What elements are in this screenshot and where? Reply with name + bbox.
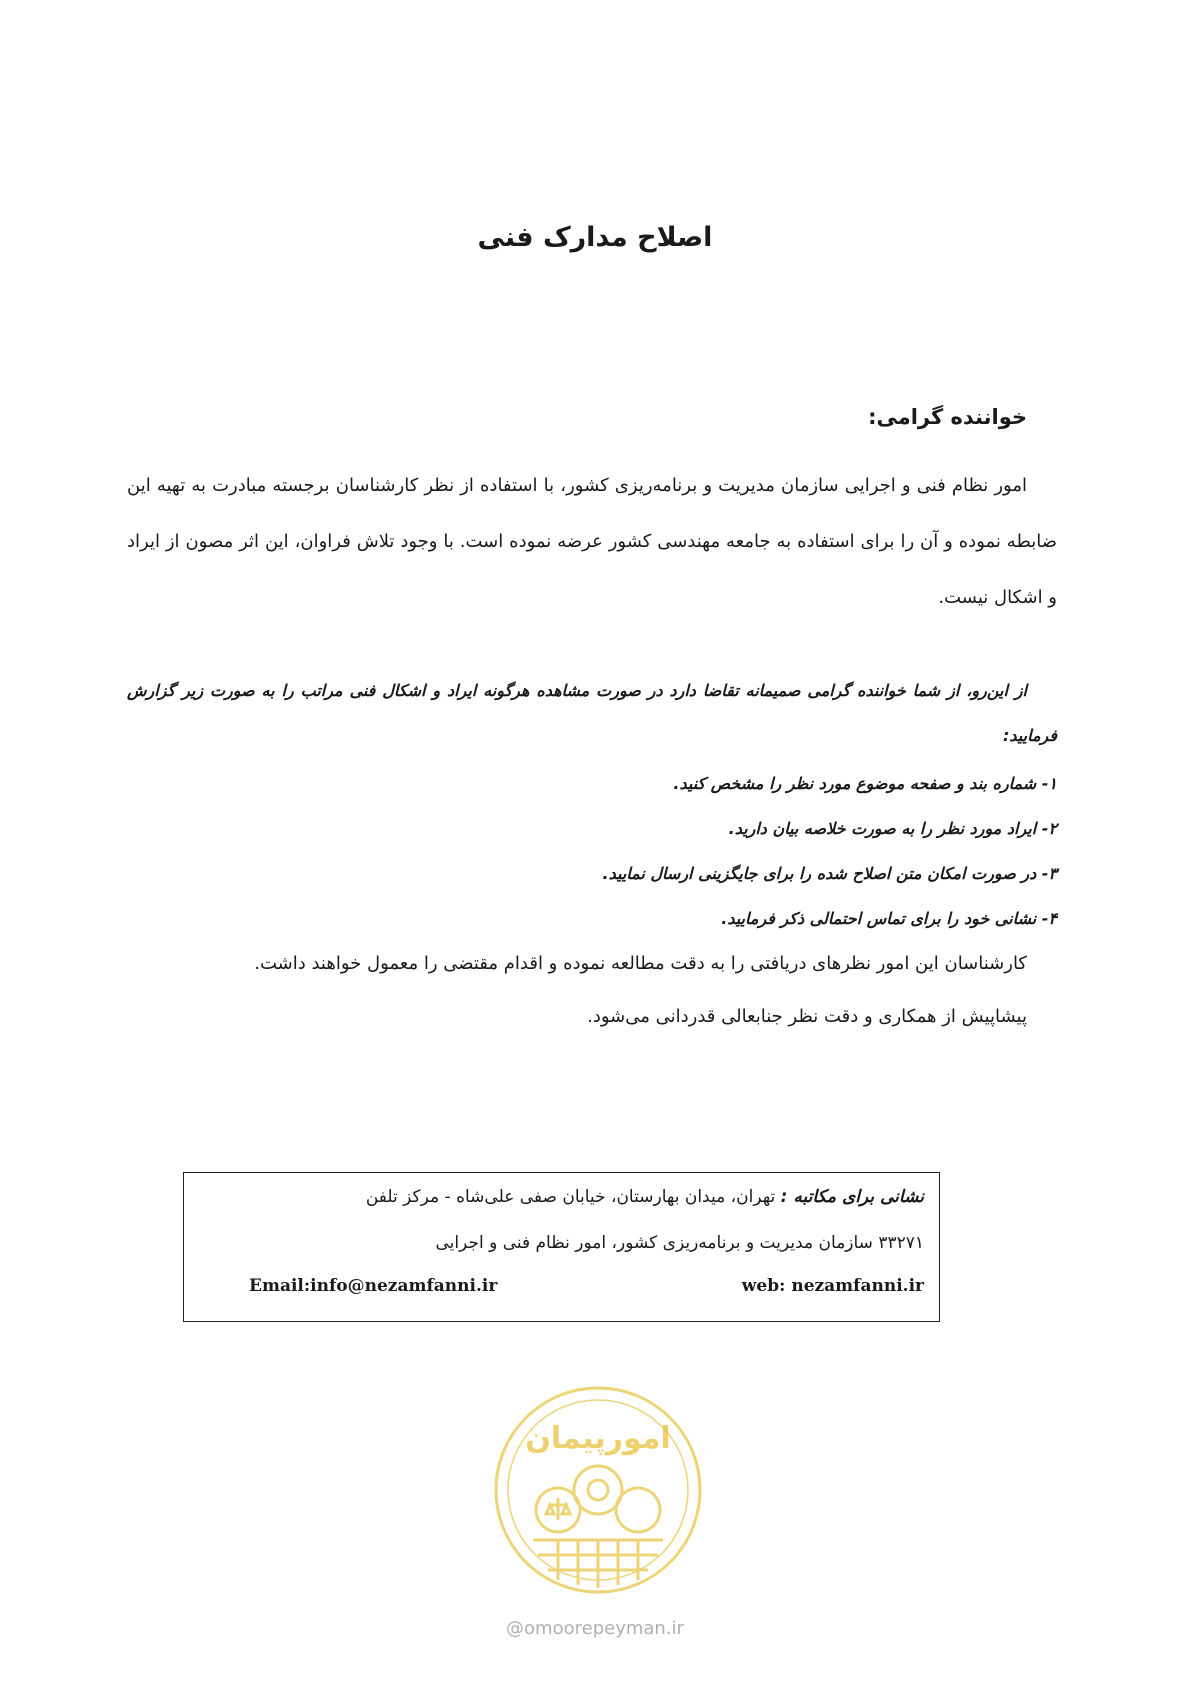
web-address[interactable]: web: nezamfanni.ir: [741, 1276, 924, 1296]
closing-line: پیشاپیش از همکاری و دقت نظر جنابعالی قدردانی می‌شود.: [587, 1006, 1027, 1027]
address-text: تهران، میدان بهارستان، خیابان صفی علی‌شاه - مرکز تلفن: [365, 1187, 776, 1207]
instruction-item: ۳- در صورت امکان متن اصلاح شده را برای جایگزینی ارسال نمایید.: [602, 864, 1057, 883]
instruction-list: [127, 761, 1057, 941]
watermark: @omoorepeyman.ir: [506, 1618, 684, 1639]
intro-paragraph: امور نظام فنی و اجرایی سازمان مدیریت و برنامه‌ریزی کشور، با استفاده از نظر کارشناسان برجسته مبادرت به تهیه این ضابطه نموده و آن را برای استفاده به جامعه مهندسی کشور عرضه نموده است. با وجود تلاش فراوان، این اثر مصون از ایراد و اشکال نیست.: [127, 475, 1057, 608]
request-paragraph: از این‌رو، از شما خواننده گرامی صمیمانه تقاضا دارد در صورت مشاهده هرگونه ایراد و اشکال فنی مراتب را به صورت زیر گزارش فرمایید:: [127, 681, 1057, 745]
page-title: اصلاح مدارک فنی: [477, 222, 713, 253]
seal-text: امورپیمان: [525, 1421, 671, 1456]
address-line: ۳۳۲۷۱ سازمان مدیریت و برنامه‌ریزی کشور، امور نظام فنی و اجرایی: [435, 1233, 924, 1253]
address-box: [183, 1172, 940, 1322]
address-line: [366, 1187, 924, 1207]
email-address[interactable]: Email:info@nezamfanni.ir: [249, 1276, 498, 1296]
instruction-item: ۲- ایراد مورد نظر را به صورت خلاصه بیان دارید.: [728, 819, 1057, 838]
greeting-heading: خواننده گرامی:: [868, 405, 1027, 429]
closing-paragraph: [127, 937, 1027, 1043]
instruction-item: ۱- شماره بند و صفحه موضوع مورد نظر را مشخص کنید.: [673, 774, 1057, 793]
address-label: نشانی برای مکاتبه :: [780, 1187, 924, 1207]
instruction-item: ۴- نشانی خود را برای تماس احتمالی ذکر فرمایید.: [721, 909, 1057, 928]
seal-logo: [488, 1380, 708, 1600]
closing-line: کارشناسان این امور نظرهای دریافتی را به دقت مطالعه نموده و اقدام مقتضی را معمول خواهند داشت.: [254, 953, 1027, 974]
